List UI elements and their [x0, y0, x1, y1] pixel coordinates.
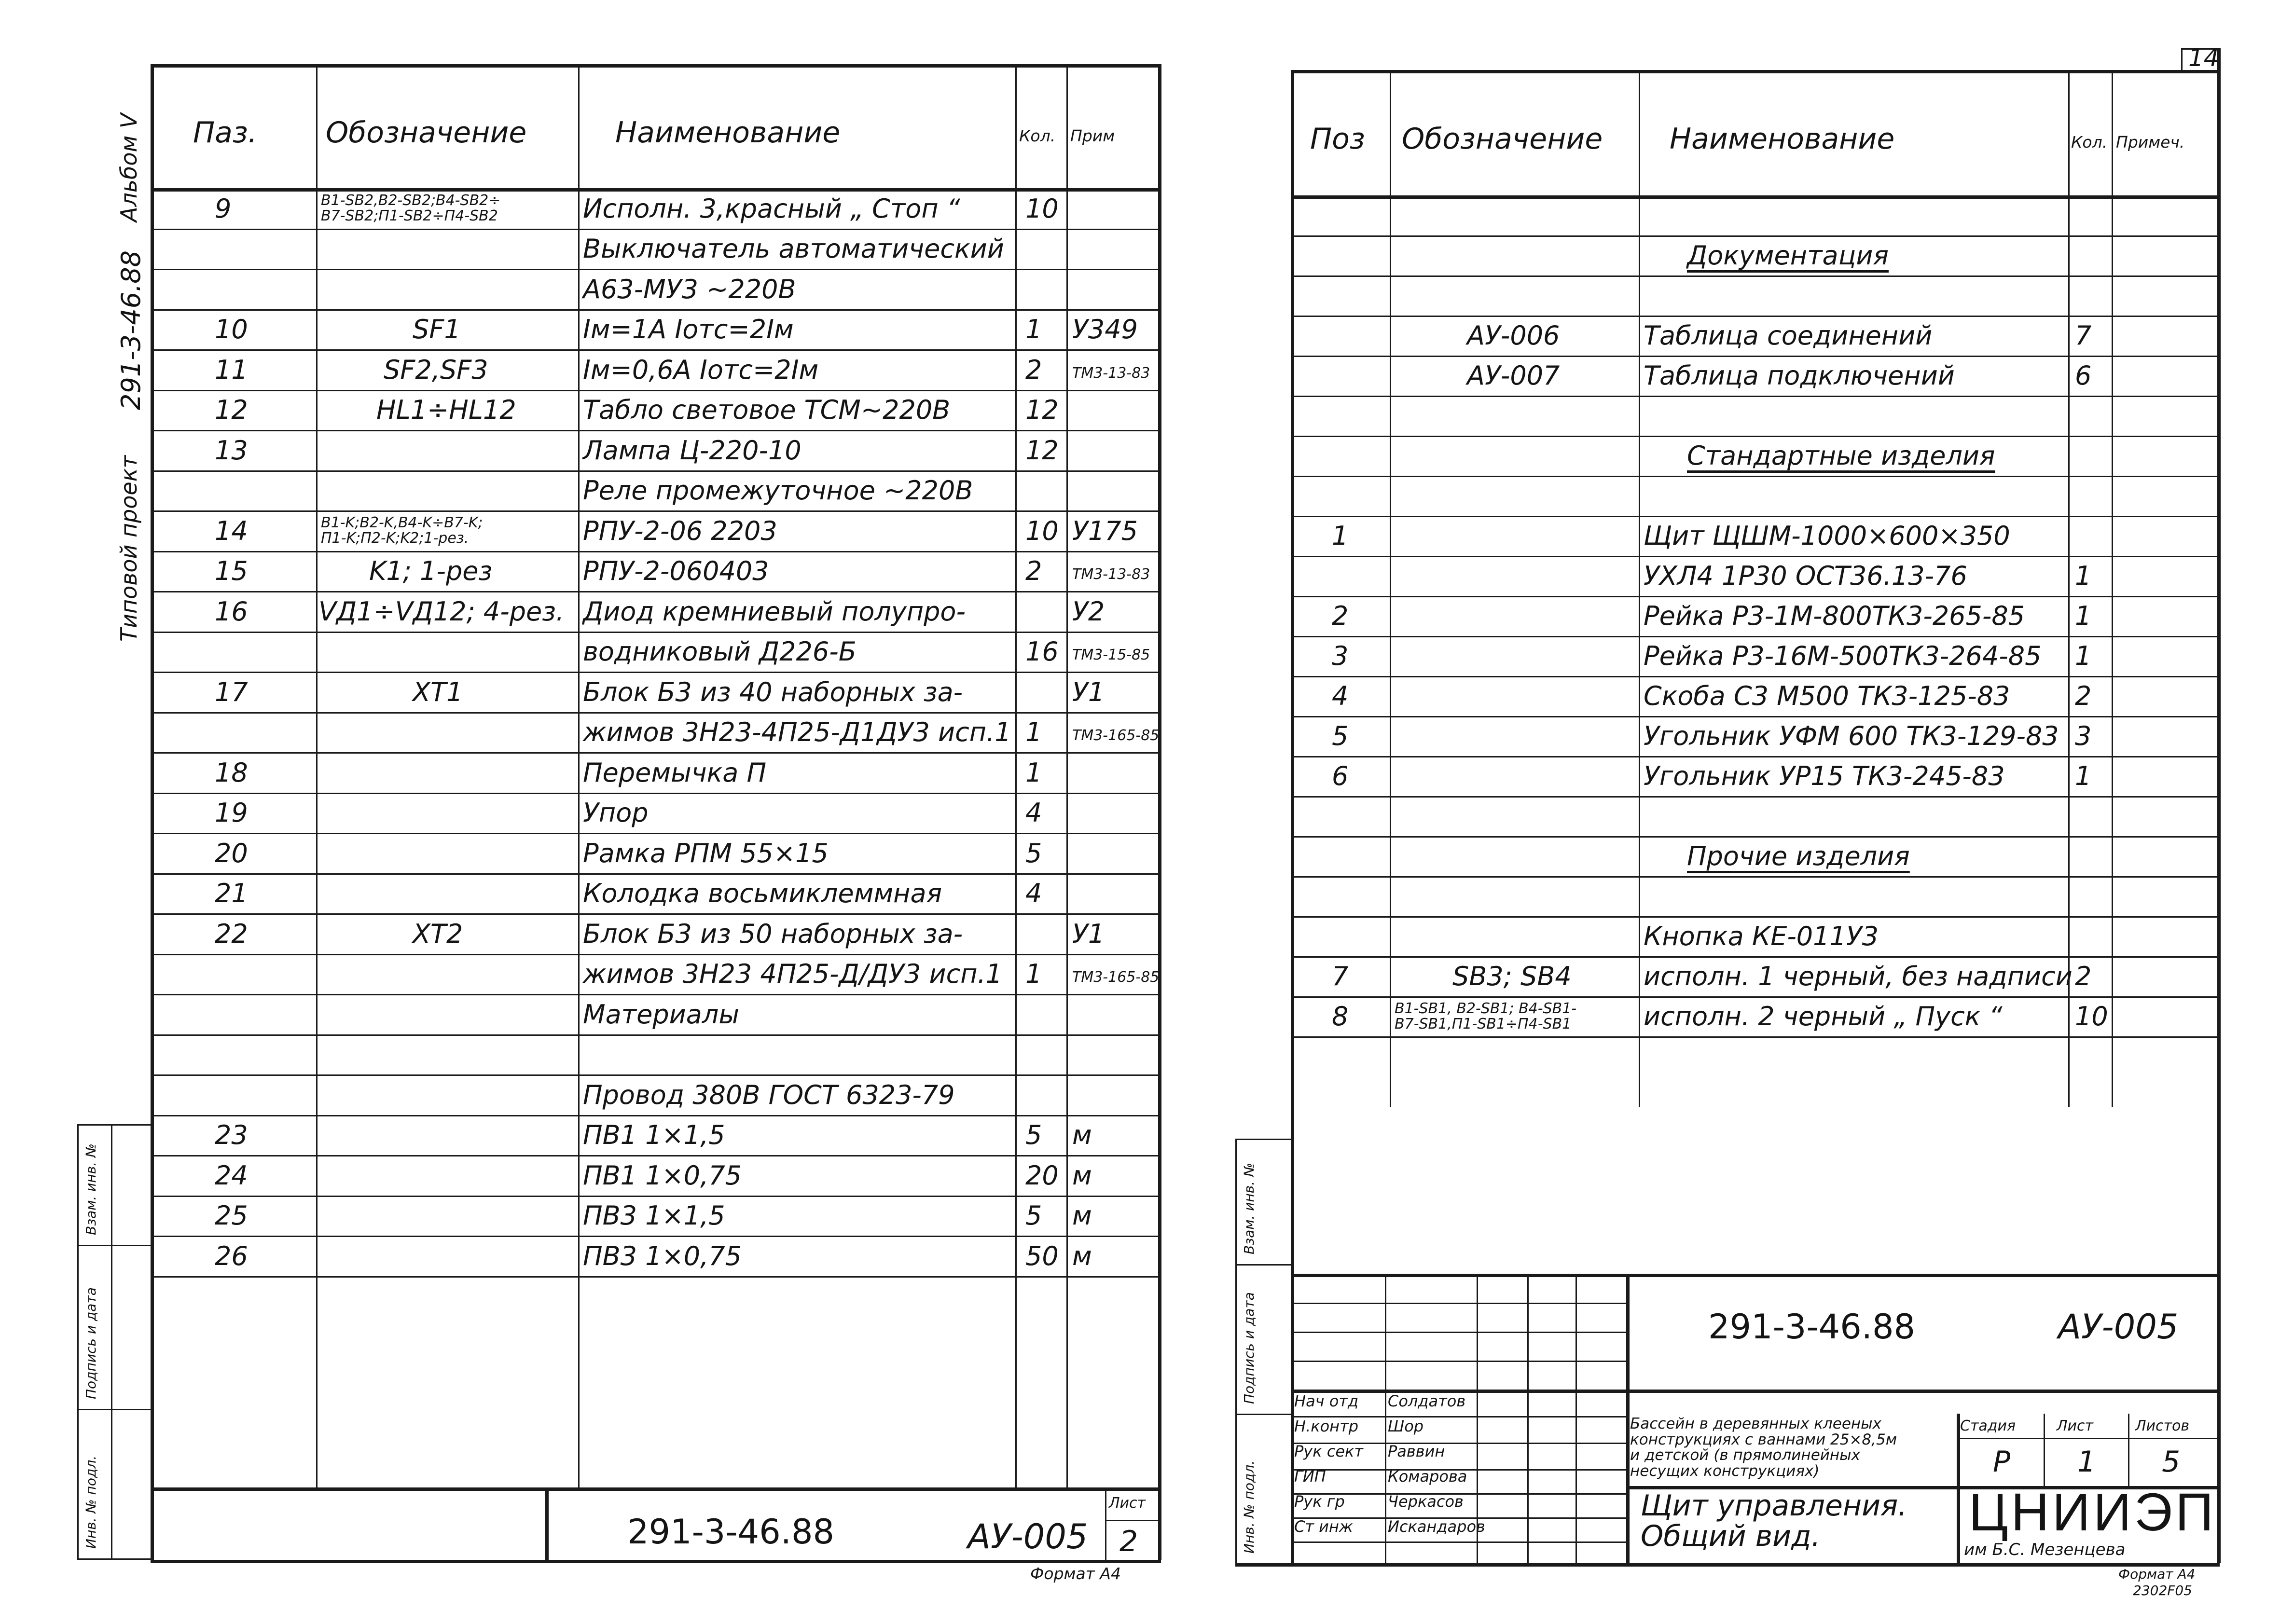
- left-cell-prim: ТМ3-13-83: [1072, 364, 1150, 382]
- org-logo: ЦНИИЭП: [1969, 1483, 2217, 1542]
- right-header-naim: Наименование: [1670, 122, 1895, 156]
- right-cell-kol: 2: [2075, 681, 2092, 711]
- right-cell-naim: УХЛ4 1Р30 ОСТ36.13-76: [1644, 561, 1967, 591]
- right-cell-kol: 3: [2075, 721, 2092, 751]
- left-stamp-vzam: Взам. инв. №: [83, 1143, 99, 1235]
- role-name: Черкасов: [1388, 1492, 1464, 1511]
- right-cell-kol: 7: [2075, 320, 2092, 351]
- role-label: ГИП: [1294, 1467, 1326, 1486]
- right-cell-kol: 6: [2075, 360, 2092, 391]
- left-cell-kol: 4: [1025, 878, 1042, 908]
- left-footer-sheet-label: Лист: [1109, 1495, 1146, 1512]
- role-label: Ст инж: [1294, 1517, 1353, 1536]
- right-format-label: Формат А4: [2118, 1566, 2196, 1582]
- left-cell-kol: 5: [1025, 1120, 1042, 1150]
- right-cell-pos: 6: [1332, 761, 1349, 791]
- left-cell-prim: У1: [1072, 676, 1105, 707]
- role-name: Комарова: [1388, 1467, 1467, 1486]
- right-cell-oboz: АУ-006: [1467, 320, 1560, 351]
- left-footer-code: 291-3-46.88: [627, 1512, 835, 1552]
- left-cell-pos: 16: [215, 596, 248, 627]
- stage-label: Стадия: [1960, 1418, 2016, 1434]
- left-cell-pos: 13: [215, 435, 248, 466]
- right-cell-naim: исполн. 1 черный, без надписи: [1644, 961, 2073, 991]
- side-project-code: 291-3-46.88: [116, 250, 146, 410]
- left-cell-kol: 50: [1025, 1240, 1059, 1271]
- right-stamp-podpis: Подпись и дата: [1241, 1292, 1257, 1404]
- right-stamp-vzam: Взам. инв. №: [1241, 1162, 1257, 1254]
- right-cell-pos: 4: [1332, 681, 1349, 711]
- right-cell-naim: Рейка Р3-1М-800ТК3-265-85: [1644, 601, 2025, 631]
- left-cell-prim: м: [1072, 1160, 1092, 1191]
- left-cell-naim: Iм=0,6А Iотс=2Iм: [583, 354, 819, 385]
- right-cell-kol: 1: [2075, 601, 2092, 631]
- left-cell-oboz: SF2,SF3: [384, 354, 488, 385]
- left-cell-oboz: B1-SB2,B2-SB2;B4-SB2÷ B7-SB2;П1-SB2÷П4-SB2: [321, 192, 501, 224]
- album-label: Альбом V: [116, 113, 142, 222]
- left-cell-naim: Рамка РПМ 55×15: [583, 838, 829, 868]
- left-cell-prim: ТМ3-165-85: [1072, 969, 1160, 986]
- left-cell-naim: жимов 3Н23 4П25-Д/ДУ3 исп.1: [583, 959, 1003, 989]
- left-cell-naim: ПВ3 1×1,5: [583, 1200, 725, 1231]
- left-cell-oboz: SF1: [413, 314, 461, 344]
- left-cell-prim: м: [1072, 1200, 1092, 1231]
- left-cell-pos: 17: [215, 676, 248, 707]
- left-cell-pos: 24: [215, 1160, 248, 1191]
- object-description: Бассейн в деревянных клееных конструкциях с ваннами 25×8,5м и детской (в прямолинейных несущих конструкциях): [1630, 1415, 1897, 1480]
- left-cell-pos: 10: [215, 314, 248, 344]
- left-cell-naim: Лампа Ц-220-10: [583, 435, 801, 466]
- right-cell-naim: Угольник УР15 ТК3-245-83: [1644, 761, 2005, 791]
- left-cell-prim: У175: [1072, 515, 1138, 546]
- left-cell-naim: Перемычка П: [583, 757, 767, 788]
- title-block-code: 291-3-46.88: [1708, 1307, 1916, 1347]
- copy-number: 2302F05: [2133, 1583, 2192, 1598]
- right-stamp-inv: Инв. № подл.: [1241, 1460, 1257, 1554]
- right-cell-pos: 3: [1332, 641, 1349, 671]
- left-cell-kol: 10: [1025, 193, 1059, 224]
- left-cell-kol: 1: [1025, 959, 1042, 989]
- left-cell-oboz: XT1: [413, 676, 463, 707]
- left-cell-kol: 2: [1025, 354, 1042, 385]
- left-cell-naim: Диод кремниевый полупро-: [583, 596, 966, 627]
- right-cell-kol: 10: [2075, 1001, 2108, 1032]
- role-label: Рук сект: [1294, 1442, 1363, 1460]
- role-label: Рук гр: [1294, 1492, 1345, 1511]
- right-header-pos: Поз: [1310, 122, 1365, 156]
- right-cell-naim: Таблица подключений: [1644, 360, 1955, 391]
- org-subtitle: им Б.С. Мезенцева: [1964, 1540, 2126, 1559]
- left-cell-pos: 23: [215, 1120, 248, 1150]
- left-cell-kol: 1: [1025, 757, 1042, 788]
- left-cell-naim: ПВ3 1×0,75: [583, 1240, 742, 1271]
- left-cell-prim: У1: [1072, 918, 1105, 949]
- left-cell-prim: ТМ3-13-83: [1072, 566, 1150, 583]
- left-cell-naim: Провод 380В ГОСТ 6323-79: [583, 1079, 955, 1110]
- left-cell-naim: Блок Б3 из 40 наборных за-: [583, 676, 963, 707]
- left-cell-pos: 12: [215, 395, 248, 425]
- drawing-title: Щит управления. Общий вид.: [1641, 1489, 1907, 1553]
- left-header-kol: Кол.: [1019, 126, 1056, 145]
- page-number: 14: [2188, 44, 2219, 72]
- right-cell-naim: Угольник УФМ 600 ТК3-129-83: [1644, 721, 2059, 751]
- right-cell-naim: Прочие изделия: [1687, 841, 1910, 871]
- left-cell-kol: 1: [1025, 314, 1042, 344]
- role-name: Искандаров: [1388, 1517, 1485, 1536]
- right-cell-pos: 1: [1332, 521, 1349, 551]
- side-project-type: Типовой проект: [116, 455, 142, 642]
- left-cell-pos: 21: [215, 878, 248, 908]
- role-name: Солдатов: [1388, 1392, 1466, 1410]
- left-cell-pos: 19: [215, 798, 248, 828]
- left-cell-kol: 10: [1025, 515, 1059, 546]
- left-cell-naim: Реле промежуточное ~220В: [583, 475, 973, 506]
- left-cell-naim: ПВ1 1×1,5: [583, 1120, 725, 1150]
- left-cell-naim: Колодка восьмиклеммная: [583, 878, 942, 908]
- sheets-value: 5: [2162, 1445, 2181, 1479]
- left-header-pos: Паз.: [193, 116, 257, 150]
- title-block-doc: АУ-005: [2058, 1307, 2179, 1347]
- left-cell-oboz: VД1÷VД12; 4-рез.: [318, 596, 565, 627]
- left-stamp-inv: Инв. № подл.: [83, 1455, 99, 1549]
- left-cell-pos: 25: [215, 1200, 248, 1231]
- right-cell-oboz: SB3; SB4: [1452, 961, 1572, 991]
- right-cell-pos: 2: [1332, 601, 1349, 631]
- left-cell-naim: водниковый Д226-Б: [583, 636, 857, 667]
- right-cell-pos: 8: [1332, 1001, 1349, 1032]
- right-cell-oboz: B1-SB1, B2-SB1; B4-SB1- B7-SB1,П1-SB1÷П4-SB1: [1395, 1000, 1577, 1032]
- left-cell-naim: А63-МУ3 ~220В: [583, 274, 796, 304]
- left-cell-naim: ПВ1 1×0,75: [583, 1160, 742, 1191]
- role-name: Шор: [1388, 1417, 1424, 1435]
- right-header-kol: Кол.: [2071, 133, 2108, 151]
- left-cell-kol: 20: [1025, 1160, 1059, 1191]
- left-cell-kol: 1: [1025, 717, 1042, 747]
- right-cell-kol: 2: [2075, 961, 2092, 991]
- left-stamp-podpis: Подпись и дата: [83, 1287, 99, 1399]
- left-cell-prim: м: [1072, 1240, 1092, 1271]
- left-cell-prim: м: [1072, 1120, 1092, 1150]
- role-name: Раввин: [1388, 1442, 1445, 1460]
- left-cell-kol: 16: [1025, 636, 1059, 667]
- right-cell-naim: Стандартные изделия: [1687, 440, 1995, 471]
- right-cell-naim: Кнопка КЕ-011У3: [1644, 921, 1879, 951]
- right-cell-naim: Рейка Р3-16М-500ТК3-264-85: [1644, 641, 2042, 671]
- left-cell-prim: У2: [1072, 596, 1105, 627]
- left-cell-oboz: K1; 1-рез: [369, 556, 493, 586]
- sheet-label: Лист: [2057, 1418, 2094, 1434]
- right-header-prim: Примеч.: [2116, 133, 2185, 151]
- left-cell-prim: У349: [1072, 314, 1138, 344]
- left-cell-kol: 5: [1025, 838, 1042, 868]
- right-cell-kol: 1: [2075, 561, 2092, 591]
- left-cell-kol: 5: [1025, 1200, 1042, 1231]
- left-cell-naim: Выключатель автоматический: [583, 234, 1004, 264]
- left-cell-kol: 4: [1025, 798, 1042, 828]
- left-cell-oboz: XT2: [413, 918, 463, 949]
- left-cell-naim: РПУ-2-060403: [583, 556, 769, 586]
- left-header-prim: Прим: [1070, 126, 1115, 145]
- left-format-label: Формат А4: [1030, 1564, 1121, 1583]
- right-cell-kol: 1: [2075, 641, 2092, 671]
- left-footer-sheet: 2: [1119, 1525, 1138, 1558]
- role-label: Н.контр: [1294, 1417, 1359, 1435]
- sheets-label: Листов: [2135, 1418, 2190, 1434]
- left-header-naim: Наименование: [615, 116, 841, 150]
- left-cell-pos: 22: [215, 918, 248, 949]
- left-cell-oboz: HL1÷HL12: [376, 395, 516, 425]
- right-cell-naim: Таблица соединений: [1644, 320, 1933, 351]
- left-cell-oboz: B1-K;B2-K,B4-K÷B7-K; П1-K;П2-K;K2;1-рез.: [321, 514, 483, 547]
- right-cell-kol: 1: [2075, 761, 2092, 791]
- stage-value: Р: [1993, 1445, 2011, 1479]
- left-cell-pos: 9: [215, 193, 232, 224]
- left-cell-naim: Блок Б3 из 50 наборных за-: [583, 918, 963, 949]
- left-cell-naim: Упор: [583, 798, 649, 828]
- left-cell-naim: Материалы: [583, 999, 739, 1030]
- left-footer-doc: АУ-005: [967, 1517, 1088, 1556]
- right-cell-naim: Щит ЩШМ-1000×600×350: [1644, 521, 2010, 551]
- right-cell-pos: 7: [1332, 961, 1349, 991]
- left-cell-kol: 12: [1025, 435, 1059, 466]
- right-cell-oboz: АУ-007: [1467, 360, 1560, 391]
- right-cell-naim: Скоба С3 М500 ТК3-125-83: [1644, 681, 2010, 711]
- left-cell-pos: 15: [215, 556, 248, 586]
- left-cell-prim: ТМ3-15-85: [1072, 647, 1150, 663]
- left-cell-prim: ТМ3-165-85: [1072, 727, 1160, 744]
- right-cell-naim: исполн. 2 черный „ Пуск “: [1644, 1001, 2003, 1032]
- right-cell-pos: 5: [1332, 721, 1349, 751]
- right-cell-naim: Документация: [1687, 240, 1889, 271]
- left-cell-kol: 12: [1025, 395, 1059, 425]
- right-header-oboz: Обозначение: [1402, 122, 1603, 156]
- left-cell-naim: Iм=1А Iотс=2Iм: [583, 314, 794, 344]
- left-cell-kol: 2: [1025, 556, 1042, 586]
- left-header-oboz: Обозначение: [326, 116, 527, 150]
- left-cell-naim: жимов 3Н23-4П25-Д1ДУ3 исп.1: [583, 717, 1011, 747]
- role-label: Нач отд: [1294, 1392, 1359, 1410]
- sheet-value: 1: [2077, 1445, 2096, 1479]
- left-cell-pos: 11: [215, 354, 248, 385]
- left-cell-naim: Исполн. 3,красный „ Стоп “: [583, 193, 960, 224]
- left-cell-naim: Табло световое ТСМ~220В: [583, 395, 951, 425]
- left-cell-pos: 20: [215, 838, 248, 868]
- left-cell-pos: 26: [215, 1240, 248, 1271]
- left-cell-naim: РПУ-2-06 2203: [583, 515, 777, 546]
- left-cell-pos: 18: [215, 757, 248, 788]
- left-cell-pos: 14: [215, 515, 248, 546]
